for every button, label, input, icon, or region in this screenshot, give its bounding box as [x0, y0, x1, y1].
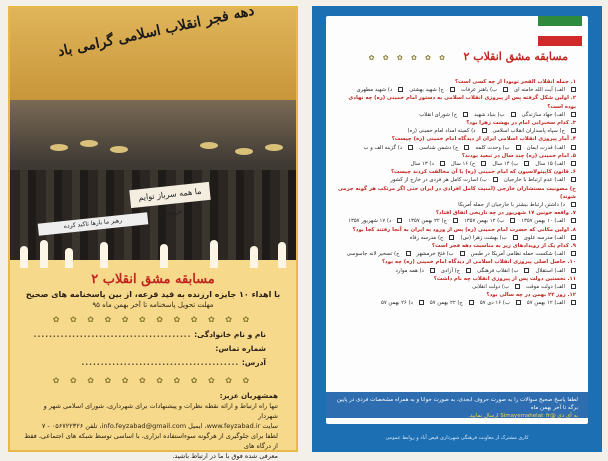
checkbox-icon[interactable] — [453, 218, 458, 223]
answer-option[interactable]: د) داشتن ارتباط بیشتر با خارجیان از جمله آمریکا — [458, 201, 576, 209]
answer-option[interactable]: الف) عدم ارتباط با خارجیان — [504, 176, 576, 184]
checkbox-icon[interactable] — [463, 112, 468, 117]
answer-option[interactable]: الف) آیت الله خامنه ای — [514, 86, 576, 94]
hat-shape — [50, 144, 68, 151]
answer-option[interactable]: ب) وحدت کلمه — [475, 144, 520, 152]
answer-option[interactable]: ب) باهنر عرفات — [461, 86, 508, 94]
address-field-label: آدرس: — [241, 358, 266, 367]
question-text: ۶. قانون کاپیتولاسیون که امام خمینی (ره) با آن مخالفت کردند چیست؟ — [390, 169, 576, 176]
checkbox-icon[interactable] — [571, 161, 576, 166]
checkbox-icon[interactable] — [510, 218, 515, 223]
iran-flag-icon — [538, 16, 582, 46]
checkbox-icon[interactable] — [515, 284, 520, 289]
instructions-line-1: لطفا پاسخ صحیح سوالات را به صورت حروف ابجدی، به صورت خوانا و به همراه مشخصات فردی در پایین برگه تا آخر بهمن ماه — [336, 397, 578, 411]
checkbox-icon[interactable] — [469, 300, 474, 305]
phone-field-label: شماره تماس: — [215, 344, 266, 353]
checkbox-icon[interactable] — [524, 268, 529, 273]
question-text: ۱۱. نخستین دولت پس از پیروزی انقلاب چه نام داشت؟ — [433, 275, 576, 282]
checkbox-icon[interactable] — [460, 251, 465, 256]
checkbox-icon[interactable] — [503, 87, 508, 92]
question-options — [336, 234, 576, 242]
checkbox-icon[interactable] — [449, 235, 454, 240]
instructions-line-2: به آی دی @Simayemahelat_fr ارسال نمایید. — [468, 413, 578, 419]
checkbox-icon[interactable] — [419, 300, 424, 305]
hat-shape — [80, 140, 98, 147]
answer-option[interactable]: الف) ۱۲ بهمن ۵۷ — [527, 299, 576, 307]
name-field-line[interactable]: ......................................... — [33, 330, 192, 339]
answer-option[interactable]: د) شهید مطهری — [356, 86, 403, 94]
raised-hands-silhouette — [10, 238, 296, 268]
checkbox-icon[interactable] — [571, 268, 576, 273]
question-text: ۴. آمار پیروزی انقلاب اسلامی ایران از دیدگاه امام خمینی (ره) چیست؟ — [391, 136, 576, 143]
question-text: ۵. امام خمینی (ره) چند سال در تبعید بودند؟ — [461, 152, 576, 159]
flower-divider-2: ✿ ✿ ✿ ✿ ✿ ✿ ✿ ✿ ✿ ✿ ✿ ✿ — [52, 376, 254, 385]
answer-option[interactable]: د) کمیته امداد امام خمینی (ره) — [408, 127, 487, 135]
question-list — [336, 78, 576, 308]
contact-notes — [22, 391, 284, 461]
question-text: ۸. اولین مکانی که حضرت امام خمینی (ره) پس از ورود به ایران به آنجا رفتند کجا بود؟ — [352, 226, 576, 233]
checkbox-icon[interactable] — [571, 87, 576, 92]
hand-shape — [210, 240, 218, 268]
question-sheet — [326, 16, 588, 424]
checkbox-icon[interactable] — [397, 218, 402, 223]
answer-option[interactable]: ب) انقلاب فرهنگی — [477, 267, 529, 275]
question-options — [336, 250, 576, 258]
question-options — [336, 86, 576, 94]
question-text: ۹. کدام یک از رویدادهای زیر به مناسبت دهه فجر است؟ — [431, 243, 576, 250]
answer-option[interactable]: ب) بنیاد شهید — [474, 111, 515, 119]
hat-shape — [265, 144, 283, 151]
answer-option[interactable]: الف) ۱۰ بهمن ۱۳۵۷ — [521, 217, 576, 225]
checkbox-icon[interactable] — [571, 145, 576, 150]
hand-shape — [40, 240, 48, 268]
answer-option[interactable]: د) ۱۳ سال — [410, 160, 444, 168]
checkbox-icon[interactable] — [408, 145, 413, 150]
question-text: ۷. واقعه خونین ۱۷ شهریور در چه تاریخی اتفاق افتاد؟ — [435, 210, 576, 217]
checkbox-icon[interactable] — [571, 251, 576, 256]
question-options — [336, 201, 576, 209]
answer-option[interactable]: د) ۲۶ بهمن ۵۷ — [381, 299, 424, 307]
answer-option[interactable]: ج) مدرسه رفاه — [410, 234, 455, 242]
answer-option[interactable]: الف) شکست حمله نظامی آمریکا در طبس — [471, 250, 576, 258]
flower-divider: ✿ ✿ ✿ ✿ ✿ ✿ ✿ ✿ ✿ ✿ ✿ ✿ — [52, 315, 254, 324]
checkbox-icon[interactable] — [571, 300, 576, 305]
question-text: ۱. جمله انقلاب الفجر نوبودا از چه کسی است؟ — [454, 79, 576, 85]
hat-shape — [235, 148, 253, 155]
answer-option[interactable]: ب) دولت انقلابی — [472, 283, 520, 291]
checkbox-icon[interactable] — [513, 235, 518, 240]
question-text: ۱۲. روز ۲۲ بهمن در چه سالی بود؟ — [486, 292, 576, 299]
photo-banner: ما همه سرباز توایم خمینی — [129, 182, 210, 208]
hand-shape — [278, 242, 286, 268]
answer-option[interactable]: ج) تسخیر لانه جاسوسی — [347, 250, 411, 258]
answer-option[interactable]: ب) ۱۴ سال — [492, 160, 529, 168]
question-options — [336, 299, 576, 307]
checkbox-icon[interactable] — [571, 128, 576, 133]
flower-divider: ✿ ✿ ✿ ✿ ✿ ✿ — [368, 54, 448, 62]
question-options — [336, 160, 576, 168]
checkbox-icon[interactable] — [482, 128, 487, 133]
entry-fields — [22, 328, 284, 370]
notes-line: تنها راه ارتباط و ارائه نقطه نظرات و پیشنهادات برای شهرداری، شورای اسلامی شهر و شهردار — [43, 402, 278, 420]
notes-line: معرفی شده فوق با ما در ارتباط باشید. — [172, 452, 278, 460]
answer-option[interactable]: ج) ۱۶ سال — [451, 160, 486, 168]
checkbox-icon[interactable] — [571, 112, 576, 117]
prizes-text: با اهداء ۱۰ جایزه ارزنده به قید قرعه، از بین پاسخنامه های صحیح — [25, 290, 281, 299]
question-options — [336, 111, 576, 119]
question-options — [336, 144, 576, 152]
question-text: ۳. کدام سخنرانی امام در بهشت زهرا بود؟ — [466, 120, 576, 127]
answer-option[interactable]: ب) بهشت زهرا (س) — [460, 234, 517, 242]
checkbox-icon[interactable] — [516, 300, 521, 305]
answer-option[interactable]: د) همه موارد — [395, 267, 434, 275]
contest-title: مسابقه مشق انقلاب ۲ — [91, 272, 215, 287]
answer-option[interactable]: ب) اسارت کامل هر فردی در خارج از کشور — [390, 176, 498, 184]
answer-option[interactable]: الف) قدرت ایمان — [527, 144, 576, 152]
checkbox-icon[interactable] — [406, 251, 411, 256]
answer-option[interactable]: د) گزینه الف و ب — [364, 144, 414, 152]
right-page-questionnaire — [312, 6, 602, 452]
answer-option[interactable]: ب) ۱۲ بهمن ۱۳۵۷ — [464, 217, 515, 225]
notes-heading: همشهریان عزیز: — [219, 392, 278, 400]
notes-line: لطفا برای جلوگیری از هرگونه سوءاستفاده ابزاری، با اساسی توسط شبکه های اجتماعی، فقط از درگاه های — [24, 432, 278, 450]
hand-shape — [250, 246, 258, 268]
hand-shape — [160, 244, 168, 268]
answer-option[interactable]: ج) ۲۲ بهمن ۱۳۵۷ — [408, 217, 458, 225]
answer-option[interactable]: ج) شورای انقلاب — [419, 111, 468, 119]
answer-option[interactable]: الف) ۱۵ سال — [535, 160, 576, 168]
hat-shape — [200, 142, 218, 149]
checkbox-icon[interactable] — [493, 177, 498, 182]
notes-line: سایت www.feyzabad.ir، ایمیل info.feyzabad@gmail.com، تلفن ۰۵۶۷۲۲۳۲۶ - ۷ — [41, 422, 278, 430]
answer-option[interactable]: الف) استقلال — [535, 267, 576, 275]
questionnaire-title: مسابقه مشق انقلاب ۲ — [463, 50, 568, 63]
left-page-poster — [8, 2, 298, 460]
credits-text: کاری مشترک از معاونت فرهنگی شهرداری فیض آباد و روابط عمومی — [385, 435, 529, 441]
submission-instructions — [326, 392, 588, 418]
checkbox-icon[interactable] — [440, 161, 445, 166]
answer-option[interactable]: الف) دولت موقت — [526, 283, 576, 291]
photo-banner-2: رهبر ما بارها تاکید کرده — [38, 212, 149, 235]
checkbox-icon[interactable] — [481, 161, 486, 166]
question-options — [336, 127, 576, 135]
question-text: ج) مصونیت مستشاران خارجی (امنیت کامل افرادی در ایران حتی اگر مرتکب هر گونه جرمی شوند) — [337, 185, 576, 200]
checkbox-icon[interactable] — [524, 161, 529, 166]
question-options — [336, 176, 576, 184]
question-options — [336, 267, 576, 275]
answer-option[interactable]: الف) مدرسه علوی — [524, 234, 576, 242]
deadline-text: مهلت تحویل پاسخنامه تا آخر بهمن ماه ۹۵ — [92, 301, 214, 309]
answer-option[interactable]: ج) آزادی — [441, 267, 471, 275]
answer-option[interactable]: ب) فتح خرمشهر — [417, 250, 465, 258]
checkbox-icon[interactable] — [398, 87, 403, 92]
answer-option[interactable]: الف) جهاد سازندگی — [522, 111, 577, 119]
checkbox-icon[interactable] — [511, 112, 516, 117]
question-text: ۱۰. حاصل اصلی پیروزی انقلاب اسلامی از دیدگاه امام خمینی (ره) چه بود؟ — [381, 259, 576, 266]
checkbox-icon[interactable] — [430, 268, 435, 273]
hat-shape — [110, 146, 128, 153]
checkbox-icon[interactable] — [464, 145, 469, 150]
checkbox-icon[interactable] — [466, 268, 471, 273]
checkbox-icon[interactable] — [571, 177, 576, 182]
question-options — [336, 217, 576, 225]
address-field-line[interactable]: ......................................... — [81, 358, 240, 367]
hand-shape — [20, 246, 28, 268]
answer-option[interactable]: ج) دشمن شناسی — [419, 144, 469, 152]
revolution-photo — [10, 100, 296, 260]
name-field-label: نام و نام خانوادگی: — [194, 330, 266, 339]
question-options — [336, 283, 576, 291]
answer-option[interactable]: ج) شهید بهشتی — [409, 86, 455, 94]
checkbox-icon[interactable] — [571, 218, 576, 223]
answer-option[interactable]: د) ۱۷ شهریور ۱۳۵۷ — [348, 217, 402, 225]
answer-option[interactable]: ب) ۱۶ دی ۵۷ — [480, 299, 521, 307]
question-text: ۲. اولین شکل گرفته پس از پیروزی انقلاب اسلامی به دستور امام خمینی (ره) چه نهادی بوده است؟ — [348, 95, 576, 110]
checkbox-icon[interactable] — [516, 145, 521, 150]
hand-shape — [65, 248, 73, 268]
calligraphy-title: دهه فجر انقلاب اسلامی گرامی باد — [56, 2, 256, 61]
checkbox-icon[interactable] — [450, 87, 455, 92]
checkbox-icon[interactable] — [571, 284, 576, 289]
hand-shape — [100, 242, 108, 268]
poster-content — [10, 270, 296, 461]
checkbox-icon[interactable] — [571, 235, 576, 240]
answer-option[interactable]: ج) ۲۲ بهمن ۵۷ — [430, 299, 474, 307]
checkbox-icon[interactable] — [571, 202, 576, 207]
answer-option[interactable]: ج) سپاه پاسداران انقلاب اسلامی — [493, 127, 576, 135]
